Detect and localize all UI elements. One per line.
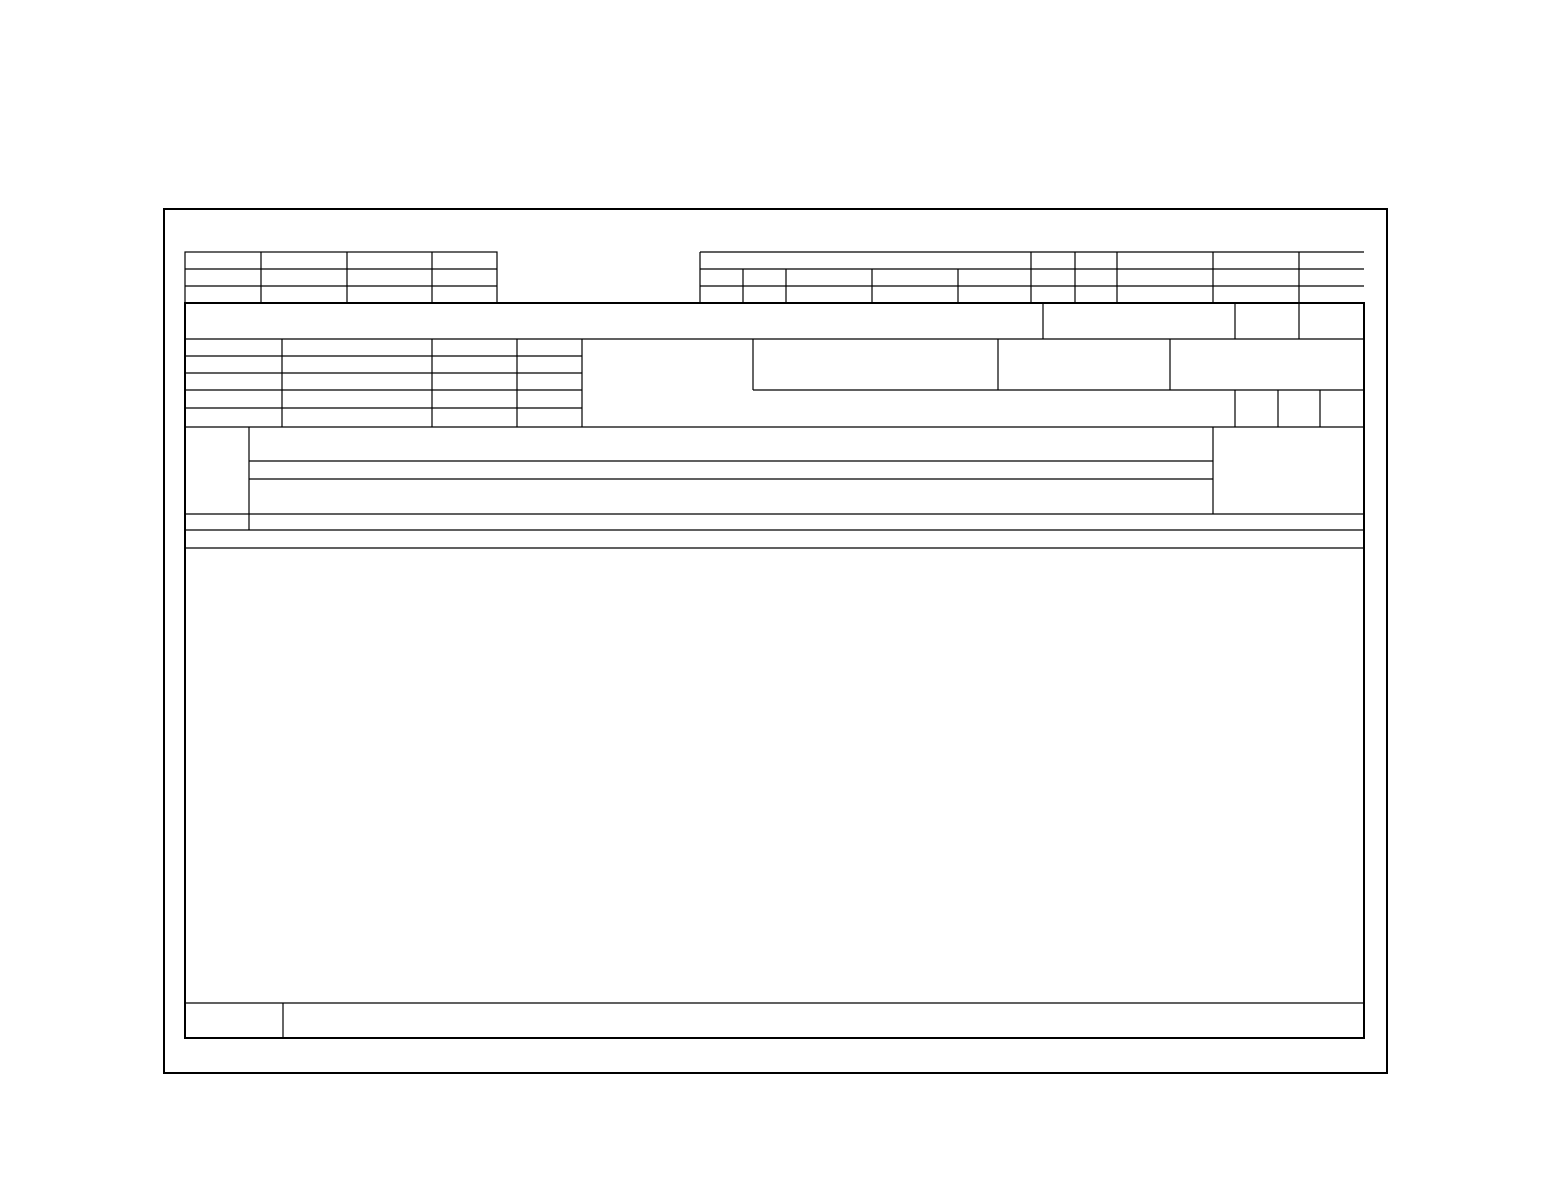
header-rows xyxy=(185,530,1364,548)
signature-block xyxy=(185,339,582,427)
title-fields xyxy=(753,339,1364,427)
title-strip xyxy=(582,252,1364,339)
footer-row xyxy=(185,1003,1364,1038)
form-frame xyxy=(185,303,1364,1038)
approval-block xyxy=(185,252,497,303)
material-block xyxy=(185,427,1364,530)
